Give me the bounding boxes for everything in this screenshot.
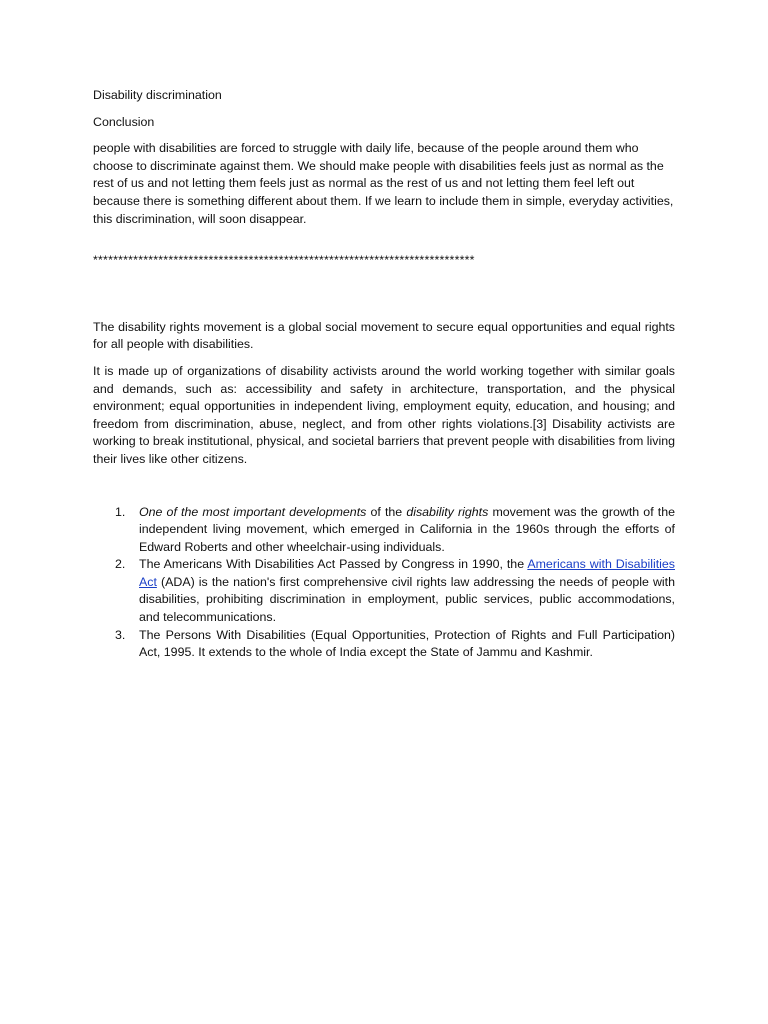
document-body <box>93 87 675 662</box>
asterisk-separator: **************************************************************************** <box>93 253 475 268</box>
conclusion-paragraph: people with disabilities are forced to struggle with daily life, because of the people around them who choose to discriminate against them. We should make people with disabilities feels just as normal as the rest of us and not letting them feels just as normal as the rest of us and not letting them feel left out because there is something different about them. If we learn to include them in simple, everyday activities, this discrimination, will soon disappear. <box>93 141 674 226</box>
ada-link[interactable]: Americans with Disabilities Act <box>139 557 675 589</box>
list-number: 1. <box>115 504 126 519</box>
numbered-list <box>93 504 675 662</box>
intro-paragraph: The disability rights movement is a global social movement to secure equal opportunities and equal rights for all people with disabilities. <box>93 319 675 352</box>
detail-paragraph: It is made up of organizations of disability activists around the world working together with similar goals and demands, such as: accessibility and safety in architecture, transportation, and the physical environment; equal opportunities in independent living, employment equity, education, and housing; and freedom from discrimination, abuse, neglect, and from other rights violations.[3] Disability activists are working to break institutional, physical, and societal barriers that prevent people with disabilities from living their lives like other citizens. <box>93 363 675 466</box>
list-number: 3. <box>115 627 126 642</box>
list-item <box>115 504 675 557</box>
list-text: of the <box>366 504 407 519</box>
list-text: movement was the growth of the independent living movement, which emerged in California in the 1960s through the efforts of Edward Roberts and other wheelchair-using individuals. <box>139 504 675 554</box>
list-italic-text: One of the most important developments <box>139 504 367 519</box>
list-text: The Americans With Disabilities Act Passed by Congress in 1990, the <box>139 557 528 572</box>
list-text: The Persons With Disabilities (Equal Opportunities, Protection of Rights and Full Participation) Act, 1995. It extends to the whole of India except the State of Jammu and Kashmir. <box>139 627 675 660</box>
document-title: Disability discrimination <box>93 88 222 102</box>
list-italic-text: disability rights <box>406 504 489 519</box>
section-heading: Conclusion <box>93 114 155 129</box>
list-item <box>115 627 675 662</box>
list-text: (ADA) is the nation's first comprehensive civil rights law addressing the needs of people with disabilities, prohibiting discrimination in employment, public services, public accommodations, and telecommunications. <box>139 574 675 625</box>
list-number: 2. <box>115 557 126 572</box>
list-item <box>115 556 675 626</box>
